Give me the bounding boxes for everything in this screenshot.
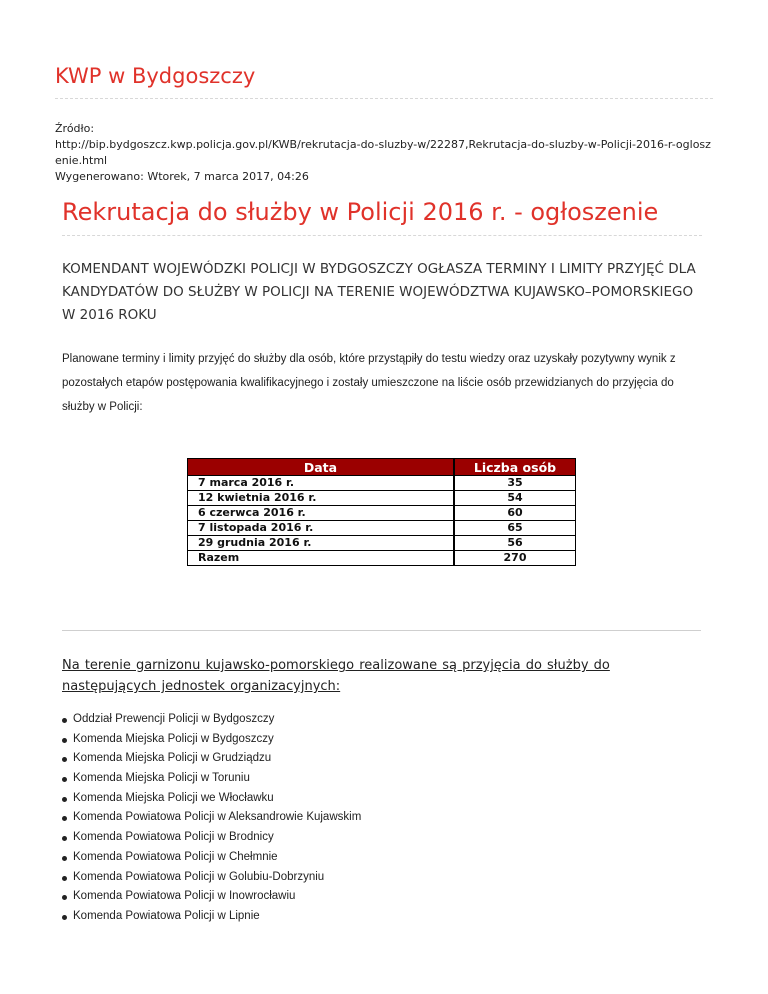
list-item: Komenda Powiatowa Policji w Brodnicy [62, 828, 361, 848]
article-title: Rekrutacja do służby w Policji 2016 r. - ogłoszenie [62, 198, 659, 226]
table-header-row [188, 459, 576, 476]
cell-count: 54 [455, 491, 576, 506]
source-url[interactable]: http://bip.bydgoszcz.kwp.policja.gov.pl/KWB/rekrutacja-do-sluzby-w/22287,Rekrutacja-do-sluzby-w-Policji-2016-r-ogloszenie.html [55, 138, 711, 167]
cell-date: 29 grudnia 2016 r. [188, 536, 454, 551]
cell-date: 6 czerwca 2016 r. [188, 506, 454, 521]
article-title-divider [62, 235, 702, 236]
list-item: Komenda Miejska Policji w Bydgoszczy [62, 730, 361, 750]
list-item: Oddział Prewencji Policji w Bydgoszczy [62, 710, 361, 730]
list-item: Komenda Powiatowa Policji w Chełmnie [62, 848, 361, 868]
cell-date: 7 marca 2016 r. [188, 476, 454, 491]
list-item: Komenda Miejska Policji w Grudziądzu [62, 749, 361, 769]
table-row [188, 476, 576, 491]
units-list [62, 710, 361, 927]
generated-date: Wygenerowano: Wtorek, 7 marca 2017, 04:26 [55, 170, 309, 183]
title-divider [55, 98, 713, 99]
site-title[interactable]: KWP w Bydgoszczy [55, 64, 256, 88]
table-row [188, 491, 576, 506]
header-count: Liczba osób [455, 459, 576, 476]
cell-count: 60 [455, 506, 576, 521]
cell-date: 12 kwietnia 2016 r. [188, 491, 454, 506]
cell-date: Razem [188, 551, 454, 566]
section-divider [62, 630, 701, 631]
list-item: Komenda Powiatowa Policji w Lipnie [62, 907, 361, 927]
table-row [188, 506, 576, 521]
table-row [188, 536, 576, 551]
article-intro: Planowane terminy i limity przyjęć do służby dla osób, które przystąpiły do testu wiedzy oraz uzyskały pozytywny wynik z pozostałych etapów postępowania kwalifikacyjnego i zostały umieszczone na liście osób przewidzianych do przyjęcia do służby w Policji: [62, 353, 676, 413]
units-heading: Na terenie garnizonu kujawsko-pomorskiego realizowane są przyjęcia do służby do następujących jednostek organizacyjnych: [62, 658, 610, 694]
cell-date: 7 listopada 2016 r. [188, 521, 454, 536]
print-metadata [55, 121, 715, 185]
list-item: Komenda Miejska Policji w Toruniu [62, 769, 361, 789]
list-item: Komenda Miejska Policji we Włocławku [62, 789, 361, 809]
list-item: Komenda Powiatowa Policji w Golubiu-Dobrzyniu [62, 868, 361, 888]
table-row [188, 551, 576, 566]
list-item: Komenda Powiatowa Policji w Aleksandrowie Kujawskim [62, 808, 361, 828]
cell-count: 270 [455, 551, 576, 566]
cell-count: 65 [455, 521, 576, 536]
admission-limits-table [187, 458, 576, 566]
source-label: Źródło: [55, 122, 95, 135]
cell-count: 35 [455, 476, 576, 491]
article-lead: KOMENDANT WOJEWÓDZKI POLICJI W BYDGOSZCZY OGŁASZA TERMINY I LIMITY PRZYJĘĆ DLA KANDYDATÓW DO SŁUŻBY W POLICJI NA TERENIE WOJEWÓDZTWA KUJAWSKO–POMORSKIEGO W 2016 ROKU [62, 261, 696, 323]
header-date: Data [188, 459, 454, 476]
cell-count: 56 [455, 536, 576, 551]
table-row [188, 521, 576, 536]
list-item: Komenda Powiatowa Policji w Inowrocławiu [62, 887, 361, 907]
